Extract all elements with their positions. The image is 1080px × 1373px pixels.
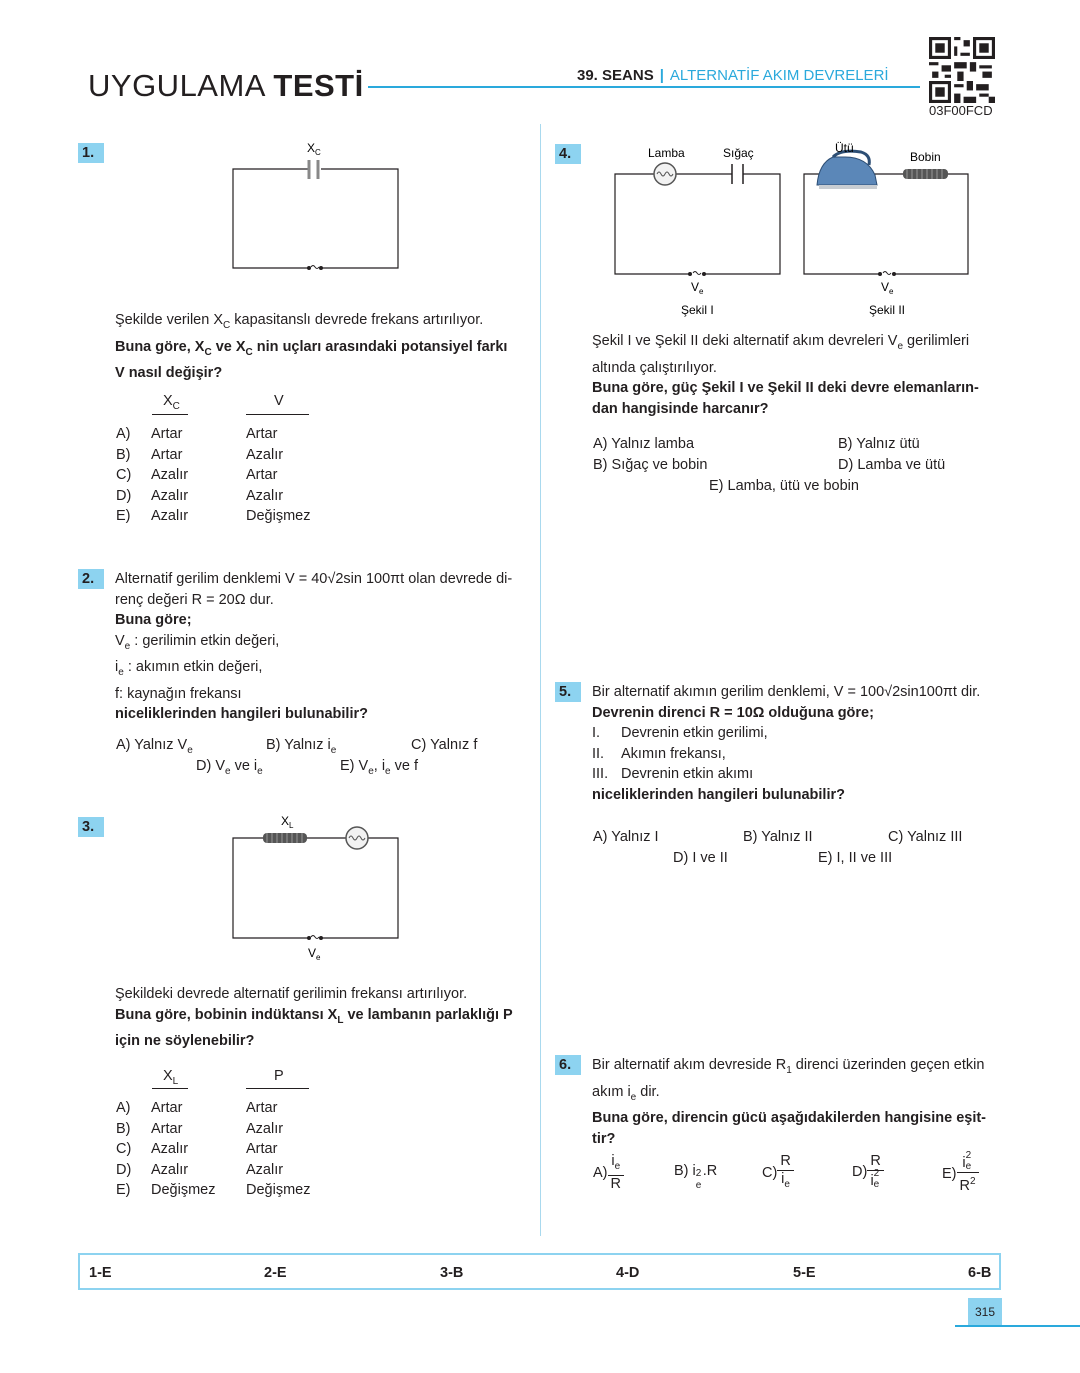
column-divider	[540, 124, 541, 1236]
q2-line2: renç değeri R = 20Ω dur.	[115, 591, 274, 608]
opt-letter: E)	[116, 508, 131, 524]
q1-col1-header	[163, 393, 180, 412]
sym: i	[870, 1173, 874, 1189]
capacitor-circuit-diagram	[225, 138, 410, 278]
sym: R	[959, 1178, 970, 1194]
q2-option-a[interactable]	[116, 735, 193, 762]
answer-2: 2-E	[264, 1265, 287, 1281]
q6-option-a[interactable]	[593, 1153, 624, 1193]
q2-optD-a: D) V	[196, 758, 225, 774]
coil-label: X	[281, 814, 290, 828]
q2-line6: f: kaynağın frekansı	[115, 685, 242, 702]
q1-col2-rule	[246, 414, 309, 415]
figure-2-label: Şekil II	[869, 303, 906, 317]
q1-option-e[interactable]	[116, 506, 310, 527]
q5-line1: Bir alternatif akımın gerilim denklemi, V = 100√2sin100πt dir.	[592, 684, 981, 700]
lamp-label: Lamba	[648, 146, 685, 160]
q4-line1a: Şekil I ve Şekil II deki alternatif akım devreleri V	[592, 333, 898, 349]
q5-text	[592, 682, 997, 805]
q3-option-e[interactable]	[116, 1180, 310, 1201]
item-text: Akımın frekansı,	[621, 745, 726, 762]
q2-optD-b: ve i	[230, 758, 258, 774]
item-text: Devrenin etkin gerilimi,	[621, 725, 768, 741]
q4-line3: Buna göre, güç Şekil I ve Şekil II deki devre elemanların-	[592, 380, 979, 396]
opt-c1: Azalır	[151, 1141, 189, 1157]
item-num: II.	[592, 745, 605, 762]
q1-text1sub: C	[223, 320, 231, 331]
sym: i	[962, 1155, 966, 1171]
opt-c1: Azalır	[151, 508, 189, 524]
qr-code-text: 03F00FCD	[929, 103, 993, 118]
q3-options	[116, 1098, 310, 1201]
opt-c1: Artar	[151, 1100, 183, 1116]
capacitor-label: X	[307, 141, 316, 155]
q2-line5	[115, 657, 535, 684]
source-label-2: V	[881, 280, 890, 294]
numerator: R	[777, 1153, 793, 1171]
opt-c2: Azalır	[246, 487, 284, 504]
page-number: 315	[968, 1298, 1002, 1326]
item-num: III.	[592, 766, 609, 782]
opt-c2: Değişmez	[246, 1182, 311, 1198]
q2-l4b: : gerilimin etkin değeri,	[130, 632, 280, 649]
two-circuit-diagrams	[605, 135, 985, 320]
opt-tail: .R	[702, 1163, 718, 1179]
opt-c2: Artar	[246, 1141, 278, 1157]
numerator: R	[867, 1153, 883, 1171]
q2-optE-sub1: e	[368, 766, 374, 777]
q1-options	[116, 424, 310, 527]
question-number-4: 4.	[555, 144, 581, 164]
opt-c1: Artar	[151, 446, 183, 463]
q4-line1b: gerilimleri	[903, 333, 970, 349]
sym-sub: e	[784, 1179, 790, 1190]
opt-c1: Azalır	[151, 1161, 189, 1178]
q1-option-b[interactable]	[116, 445, 310, 466]
source-label-1-sub: e	[699, 287, 704, 296]
opt-letter: C)	[116, 467, 132, 483]
q1-qsub2: C	[245, 346, 253, 358]
item-text: Devrenin etkin akımı	[621, 766, 754, 782]
q4-option-d[interactable]: D) Lamba ve ütü	[838, 457, 946, 473]
opt-c2: Azalır	[246, 1161, 284, 1178]
q5-option-b[interactable]: B) Yalnız II	[743, 829, 813, 845]
q5-line6: niceliklerinden hangileri bulunabilir?	[592, 786, 845, 803]
answer-1: 1-E	[89, 1265, 112, 1281]
source-label-sub: e	[316, 953, 321, 962]
opt-c2: Artar	[246, 426, 278, 442]
fraction	[867, 1153, 883, 1190]
q3-line1: Şekildeki devrede alternatif gerilimin frekansı artırılıyor.	[115, 986, 468, 1002]
q6-line1	[592, 1055, 997, 1082]
q3-col2-header: P	[274, 1068, 284, 1084]
q3-text	[115, 984, 535, 1052]
opt-c2: Artar	[246, 467, 278, 483]
sym-sub: e	[695, 1180, 702, 1191]
title-bold: TESTİ	[273, 68, 364, 103]
q2-line4	[115, 631, 535, 658]
opt-letter: C)	[762, 1165, 778, 1181]
q1-question	[115, 337, 535, 364]
qr-code-icon[interactable]	[929, 37, 995, 103]
session-heading	[577, 67, 889, 84]
sym-sup: 2	[969, 1176, 976, 1187]
q6-option-b[interactable]	[674, 1163, 718, 1191]
opt-c1: Azalır	[151, 467, 189, 483]
coil-label: Bobin	[910, 150, 941, 164]
opt-letter: A)	[593, 1165, 608, 1181]
q3-option-d[interactable]	[116, 1160, 310, 1181]
q2-optE-c: ve f	[390, 758, 419, 774]
q6-line2	[592, 1082, 997, 1109]
source-label: V	[308, 946, 317, 960]
figure-1-label: Şekil I	[681, 303, 714, 317]
opt-letter: B)	[116, 1120, 131, 1137]
q3-col1-head-sub: L	[172, 1076, 179, 1087]
q2-optB-sub: e	[330, 745, 337, 756]
opt-c1: Değişmez	[151, 1182, 216, 1198]
capacitor-label-sub: C	[315, 148, 321, 157]
q2-optB: B) Yalnız i	[266, 737, 331, 753]
q1-question-end: V nasıl değişir?	[115, 365, 223, 381]
q2-option-c[interactable]: C) Yalnız f	[411, 737, 478, 753]
q2-line3: Buna göre;	[115, 612, 192, 628]
page-number-rule	[955, 1325, 1080, 1327]
q6-option-d[interactable]	[852, 1153, 884, 1190]
q2-optD-sub1: e	[225, 766, 231, 777]
opt-text: B) i	[674, 1163, 696, 1179]
sym-sub: e	[614, 1161, 621, 1172]
question-number-6: 6.	[555, 1055, 581, 1075]
q3-col1-head: X	[163, 1068, 173, 1084]
q1-text	[115, 310, 535, 384]
opt-c2: Artar	[246, 1100, 278, 1116]
q5-item-2	[592, 744, 997, 765]
header-rule	[368, 86, 920, 88]
q3-question	[115, 1005, 535, 1032]
opt-c1: Artar	[151, 426, 183, 442]
q1-text1b: kapasitanslı devrede frekans artırılıyor.	[230, 312, 484, 328]
q4-option-a[interactable]: A) Yalnız lamba	[593, 436, 695, 452]
q4-line2: altında çalıştırılıyor.	[592, 359, 717, 376]
q3-option-a[interactable]	[116, 1098, 310, 1119]
sym-sub: e	[965, 1161, 972, 1172]
q4-line1sub: e	[897, 341, 903, 352]
capacitor-label: Sığaç	[723, 146, 754, 160]
coil-label-sub: L	[289, 821, 294, 830]
opt-c1: Artar	[151, 1120, 183, 1137]
q2-optE-sub2: e	[385, 766, 391, 777]
denominator: R	[610, 1176, 621, 1192]
sym: i	[781, 1171, 785, 1187]
q5-option-d[interactable]: D) I ve II	[673, 850, 728, 866]
coil-lamp-circuit-diagram	[225, 810, 410, 970]
q4-line1	[592, 331, 994, 358]
q1-qsub1: C	[204, 346, 212, 358]
fraction	[777, 1153, 793, 1193]
q2-line7: niceliklerinden hangileri bulunabilir?	[115, 706, 368, 722]
q1-qb: ve X	[211, 338, 246, 355]
q3-question-end: için ne söylenebilir?	[115, 1033, 255, 1049]
q6-option-c[interactable]	[762, 1153, 794, 1193]
opt-c2: Azalır	[246, 446, 284, 463]
q2-l5sub: e	[118, 667, 124, 678]
q6-text	[592, 1055, 997, 1149]
q3-col2-rule	[246, 1088, 309, 1089]
q2-text	[115, 569, 535, 725]
q2-optA-sub: e	[187, 745, 193, 756]
q6-l2a: akım i	[592, 1083, 631, 1100]
source-label-1: V	[691, 280, 700, 294]
opt-letter: D)	[116, 487, 132, 504]
q4-text	[592, 331, 994, 419]
q2-l4sub: e	[124, 640, 131, 652]
opt-letter: A)	[116, 1100, 131, 1116]
session-label: 39. SEANS	[577, 67, 654, 84]
topic-label: ALTERNATİF AKIM DEVRELERİ	[669, 67, 889, 84]
fraction	[608, 1153, 624, 1193]
session-separator: |	[659, 67, 664, 84]
question-number-3: 3.	[78, 817, 104, 837]
page-title	[88, 68, 364, 104]
q2-l4a: V	[115, 632, 125, 649]
q3-qa: Buna göre, bobinin indüktansı X	[115, 1006, 338, 1023]
q3-option-b[interactable]	[116, 1119, 310, 1140]
q1-qa: Buna göre, X	[115, 338, 205, 355]
script	[873, 1168, 881, 1190]
q3-col1-rule	[152, 1088, 188, 1089]
q6-l1b: direnci üzerinden geçen etkin	[791, 1057, 985, 1073]
q1-qc: nin uçları arasındaki potansiyel farkı	[252, 338, 508, 355]
question-number-5: 5.	[555, 682, 581, 702]
q3-option-c[interactable]	[116, 1139, 310, 1160]
q6-l2sub: e	[630, 1091, 637, 1103]
sym-sup: 2	[695, 1168, 702, 1179]
q4-option-e[interactable]: E) Lamba, ütü ve bobin	[709, 478, 859, 494]
question-number-1: 1.	[78, 143, 104, 163]
opt-letter: D)	[852, 1163, 868, 1180]
iron-label: Ütü	[835, 141, 854, 155]
q6-option-e[interactable]	[942, 1150, 979, 1195]
q5-option-c[interactable]: C) Yalnız III	[888, 829, 963, 845]
opt-c2: Değişmez	[246, 508, 311, 524]
title-light: UYGULAMA	[88, 68, 274, 103]
q2-optA: A) Yalnız V	[116, 737, 188, 753]
q2-optE-b: , i	[373, 758, 386, 774]
q5-line2: Devrenin direnci R = 10Ω olduğuna göre;	[592, 704, 874, 721]
sym: i	[611, 1153, 615, 1169]
item-num: I.	[592, 725, 601, 741]
q1-option-d[interactable]	[116, 486, 310, 507]
sym-sup: 2	[965, 1150, 972, 1161]
opt-letter: E)	[942, 1166, 957, 1182]
opt-letter: D)	[116, 1161, 132, 1178]
iron-icon	[817, 151, 877, 189]
answer-4: 4-D	[616, 1265, 640, 1281]
q2-option-d[interactable]	[196, 756, 263, 783]
q2-option-e[interactable]	[340, 756, 418, 783]
q6-l1a: Bir alternatif akım devreside R	[592, 1057, 787, 1073]
opt-c2: Azalır	[246, 1120, 284, 1137]
q1-option-a[interactable]	[116, 424, 310, 445]
opt-letter: A)	[116, 426, 131, 442]
q2-l5b: : akımın etkin değeri,	[123, 659, 263, 675]
opt-letter: E)	[116, 1182, 131, 1198]
sym-sub: e	[873, 1179, 880, 1190]
q4-line4: dan hangisinde harcanır?	[592, 400, 769, 417]
q3-qb: ve lambanın parlaklığı P	[343, 1006, 513, 1023]
q1-col2-header: V	[274, 393, 284, 409]
q1-col1-head: X	[163, 393, 173, 409]
opt-c1: Azalır	[151, 487, 189, 504]
q5-item-1	[592, 723, 997, 744]
q1-col1-rule	[152, 414, 188, 415]
q4-option-b2[interactable]: B) Sığaç ve bobin	[593, 457, 708, 473]
q6-l1sub: 1	[786, 1065, 792, 1076]
source-label-2-sub: e	[889, 287, 894, 296]
q2-optD-sub2: e	[257, 766, 263, 777]
q1-text1a: Şekilde verilen X	[115, 312, 223, 328]
q3-col1-header	[163, 1068, 178, 1087]
opt-letter: B)	[116, 446, 131, 463]
q1-statement	[115, 310, 535, 337]
script	[965, 1150, 973, 1172]
question-number-2: 2.	[78, 569, 104, 589]
numerator	[608, 1153, 624, 1176]
q6-line4: tir?	[592, 1130, 616, 1147]
q2-optE-a: E) V	[340, 758, 369, 774]
q6-l2b: dir.	[636, 1083, 660, 1100]
q2-line1: Alternatif gerilim denklemi V = 40√2sin 100πt olan devrede di-	[115, 571, 513, 587]
denominator	[867, 1168, 883, 1190]
answer-6: 6-B	[968, 1265, 992, 1281]
q2-option-b[interactable]	[266, 735, 336, 762]
q1-col1-head-sub: C	[172, 401, 180, 412]
q2-l5a: i	[115, 659, 119, 675]
q6-line3: Buna göre, direncin gücü aşağıdakilerden hangisine eşit-	[592, 1110, 987, 1126]
sym-sup: 2	[873, 1168, 880, 1179]
answer-key-bar	[78, 1253, 1001, 1290]
numerator	[957, 1150, 979, 1173]
answer-3: 3-B	[440, 1265, 464, 1281]
q4-option-b1[interactable]: B) Yalnız ütü	[838, 436, 920, 452]
answer-5: 5-E	[793, 1265, 816, 1281]
q5-item-3	[592, 764, 997, 785]
opt-letter: C)	[116, 1141, 132, 1157]
denominator	[777, 1171, 793, 1193]
q5-option-a[interactable]: A) Yalnız I	[593, 829, 659, 845]
fraction	[957, 1150, 979, 1195]
q5-option-e[interactable]: E) I, II ve III	[818, 850, 893, 866]
q3-qsub: L	[337, 1014, 344, 1026]
denominator	[957, 1173, 979, 1195]
q1-option-c[interactable]	[116, 465, 310, 486]
